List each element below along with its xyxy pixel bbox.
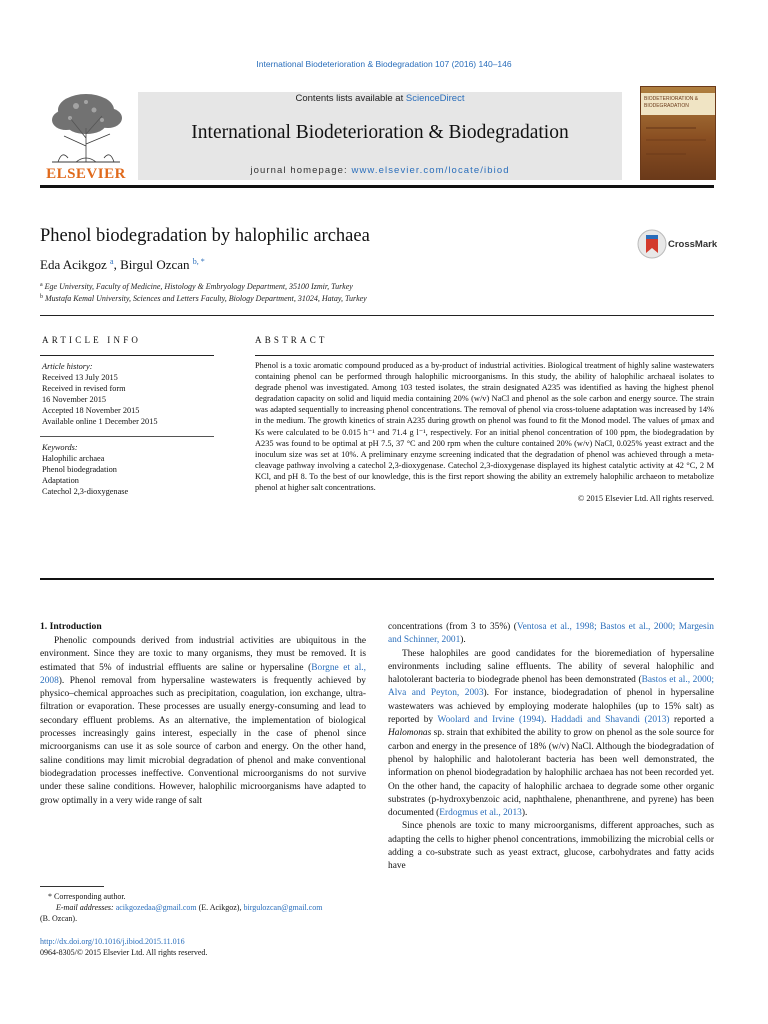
email-footnote-cont: (B. Ozcan). [40, 914, 78, 923]
abstract-rule [255, 355, 714, 356]
affiliation-text: Ege University, Faculty of Medicine, Histology & Embryology Department, 35100 Izmir, Turkey [44, 282, 353, 291]
paragraph-text: ). [521, 808, 528, 819]
citation-link[interactable]: Woolard and Irvine (1994) [437, 715, 544, 726]
affiliation-text: Mustafa Kemal University, Sciences and Letters Faculty, Biology Department, 31024, Hatay, Turkey [45, 294, 367, 303]
keyword: Catechol 2,3-dioxygenase [42, 487, 129, 496]
affiliation-line [40, 294, 367, 303]
section-heading-introduction: 1. Introduction [40, 621, 102, 632]
keywords-label: Keywords: [42, 443, 78, 452]
crossmark-icon[interactable] [637, 229, 667, 259]
body-paragraph [388, 621, 714, 648]
article-title: Phenol biodegradation by halophilic archaea [40, 226, 370, 246]
paragraph-text: . [543, 715, 551, 726]
keyword: Adaptation [42, 476, 79, 485]
affiliation-mark: b [40, 294, 43, 300]
journal-cover-thumbnail[interactable] [640, 86, 716, 180]
cover-title-band [641, 93, 715, 115]
abstract-body [255, 360, 714, 504]
header-rule [40, 185, 714, 188]
email-link[interactable]: acikgozedaa@gmail.com [115, 903, 197, 912]
history-item: Available online 1 December 2015 [42, 417, 158, 426]
journal-citation-link[interactable]: International Biodeterioration & Biodegradation 107 (2016) 140–146 [256, 59, 512, 69]
affiliation-line [40, 282, 353, 291]
history-label: Article history: [42, 362, 93, 371]
abstract-copyright: © 2015 Elsevier Ltd. All rights reserved. [577, 494, 714, 504]
corresponding-author-note: * Corresponding author. [48, 892, 126, 901]
abstract-bottom-rule [40, 578, 714, 580]
citation-link[interactable]: Haddadi and Shavandi (2013) [550, 715, 670, 726]
affiliation-marker-link[interactable]: a [110, 257, 114, 266]
footnote-rule [40, 886, 104, 887]
journal-homepage-line [138, 165, 622, 176]
paragraph-text: ). [460, 635, 466, 646]
history-item: Received 13 July 2015 [42, 373, 118, 382]
abstract-heading: ABSTRACT [255, 335, 328, 345]
article-info-divider [40, 436, 214, 437]
keyword: Halophilic archaea [42, 454, 105, 463]
author-separator: , [113, 257, 121, 272]
paragraph-text: reported a [669, 715, 714, 726]
doi-link[interactable]: http://dx.doi.org/10.1016/j.ibiod.2015.11.016 [40, 937, 185, 946]
homepage-prefix: journal homepage: [250, 165, 352, 176]
crossmark-label[interactable]: CrossMark [668, 239, 718, 250]
citation-link[interactable]: Ventosa et al., 1998; Bastos et al., 2000; Margesin and Schinner, 2001 [388, 622, 714, 646]
cover-texture-line [646, 153, 686, 155]
body-paragraph [40, 635, 366, 808]
paragraph-text: ). Phenol removal from hypersaline wastewaters is frequently achieved by physico–chemical approaches such as precipitation, coagulation, ion exchange, ultra-filtration or evaporation. These processes are usually energy-consuming and lead to secondary effluent problems. As an alternative, the implementation of biological processes increasingly gains interest, especially in the case of phenol since microorganisms can use it as sole source of carbon and energy. On the other hand, saline conditions may limit microbial degradation of phenol and make conventional biodegradation processes ineffective. Conventional microorganisms do not survive under these saline conditions. However, halophilic microorganisms have adapted to grow optimally in a very wide range of salt [40, 675, 366, 806]
contents-prefix: Contents lists available at [295, 93, 406, 104]
article-info-heading: ARTICLE INFO [42, 335, 142, 345]
cover-title: BIODETERIORATION & BIODEGRADATION [644, 96, 699, 109]
author-list [40, 257, 205, 273]
body-paragraph [388, 648, 714, 821]
paragraph-text: Phenolic compounds derived from industrial activities are ubiquitous in the environment. Since they are toxic to many organisms, they must be removed. It is estimated that 5% of industrial effluents are saline or hypersaline ( [40, 636, 366, 673]
author-name: Eda Acikgoz [40, 257, 107, 272]
email-label: E-mail addresses: [56, 903, 114, 912]
body-paragraph: Since phenols are toxic to many microorganisms, different approaches, such as adapting the cells to higher phenol concentrations, immobilizing the microbial cells or adding a co-substrate such as yeast extract, glucose, carbohydrates and fatty acids have [388, 821, 714, 872]
history-item: Accepted 18 November 2015 [42, 406, 140, 415]
email-link[interactable]: birgulozcan@gmail.com [243, 903, 323, 912]
author-name: Birgul Ozcan [120, 257, 190, 272]
journal-homepage-link[interactable]: www.elsevier.com/locate/ibiod [351, 165, 510, 176]
affiliation-mark: a [40, 282, 43, 288]
history-item: Received in revised form [42, 384, 126, 393]
citation-link[interactable]: Borgne et al., 2008 [40, 662, 366, 686]
paragraph-text: concentrations (from 3 to 35%) ( [388, 622, 517, 632]
keyword: Phenol biodegradation [42, 465, 117, 474]
history-item: 16 November 2015 [42, 395, 107, 404]
citation-link[interactable]: Erdogmus et al., 2013 [439, 808, 522, 819]
article-info-rule [40, 355, 214, 356]
issn-copyright: 0964-8305/© 2015 Elsevier Ltd. All rights reserved. [40, 948, 208, 957]
sciencedirect-link[interactable]: ScienceDirect [405, 93, 465, 104]
email-owner: (E. Acikgoz), [196, 903, 244, 912]
elsevier-wordmark: ELSEVIER [46, 166, 126, 182]
email-footnote [56, 902, 322, 913]
body-column-right [388, 621, 714, 874]
body-column-left [40, 635, 366, 808]
cover-texture-line [646, 127, 696, 129]
abstract-text: Phenol is a toxic aromatic compound produced as a by-product of industrial activities. Biological treatment of highly saline wastewaters containing phenol can be performed through halophilic microorganisms. In this study, the ability of halophilic archaeal isolates to degrade phenol was investigated. Among 103 tested isolates, the strain designated A235 was identified as having the highest phenol degradation capacity on solid and liquid media containing 20% (w/v) NaCl and phenol as the sole carbon and energy source. The strain was adapted sequentially to increasing phenol concentrations. The removal of phenol via cross-toluene adaptation was increased by 14% in the medium. The growth kinetics of strain A235 during growth on phenol was found to fit the Monod model. The values of μmax and Ks were calculated to be 0.015 h⁻¹ and 71.4 g l⁻¹, respectively. For an initial phenol concentration of 100 ppm, the biodegradation by A235 was found to be optimal at pH 7.5, 37 °C and 200 rpm when the culture contained 20% (w/v) NaCl, 0.025% yeast extract and the inoculum size was set at 10%. A preliminary enzyme screening indicated that the degradation of phenol was achieved through a meta-cleavage pathway involving a catechol 2,3-dioxygenase. Catechol 2,3-dioxygenase displayed its highest catalytic activity at 42 °C, 2 M KCl, and pH 8. To the best of our knowledge, this is the first report showing the ability an extremely halophilic archaeon to metabolize phenol at higher salt concentrations. [255, 361, 714, 493]
cover-texture-line [646, 139, 706, 141]
paragraph-text: ). For instance, biodegradation of phenol in hypersaline wastewaters was achieved by employing moderate halophiles (up to 15% salt) as reported by [388, 688, 714, 726]
citation-link[interactable]: Bastos et al., 2000; Alva and Peyton, 2003 [388, 675, 714, 699]
section-rule [40, 315, 714, 316]
genus-name: Halomonas [388, 728, 432, 739]
affiliation-marker-link[interactable]: b, * [192, 257, 205, 266]
journal-title: International Biodeterioration & Biodegradation [191, 122, 569, 143]
contents-line [138, 93, 622, 104]
paragraph-text: These halophiles are good candidates for the bioremediation of hypersaline environments including saline effluents. The ability of several halophilic and halotolerant bacteria to biodegrade phenol has been demonstrated ( [388, 648, 714, 686]
paragraph-text: sp. strain that exhibited the ability to grow on phenol as the sole source for carbon and energy in the presence of 18% (w/v) NaCl. Although the biodegradation of phenol by halophilic and halotolerant bacteria has been well demonstrated, the information on phenol biodegradation by halophilic archaea has not been recorded yet. On the other hand, the capacity of halophilic archaea to degrade some other organic substrates (p-hydroxybenzoic acid, naphthalene, phenanthrene, and pyrene) has been documented ( [388, 728, 714, 819]
